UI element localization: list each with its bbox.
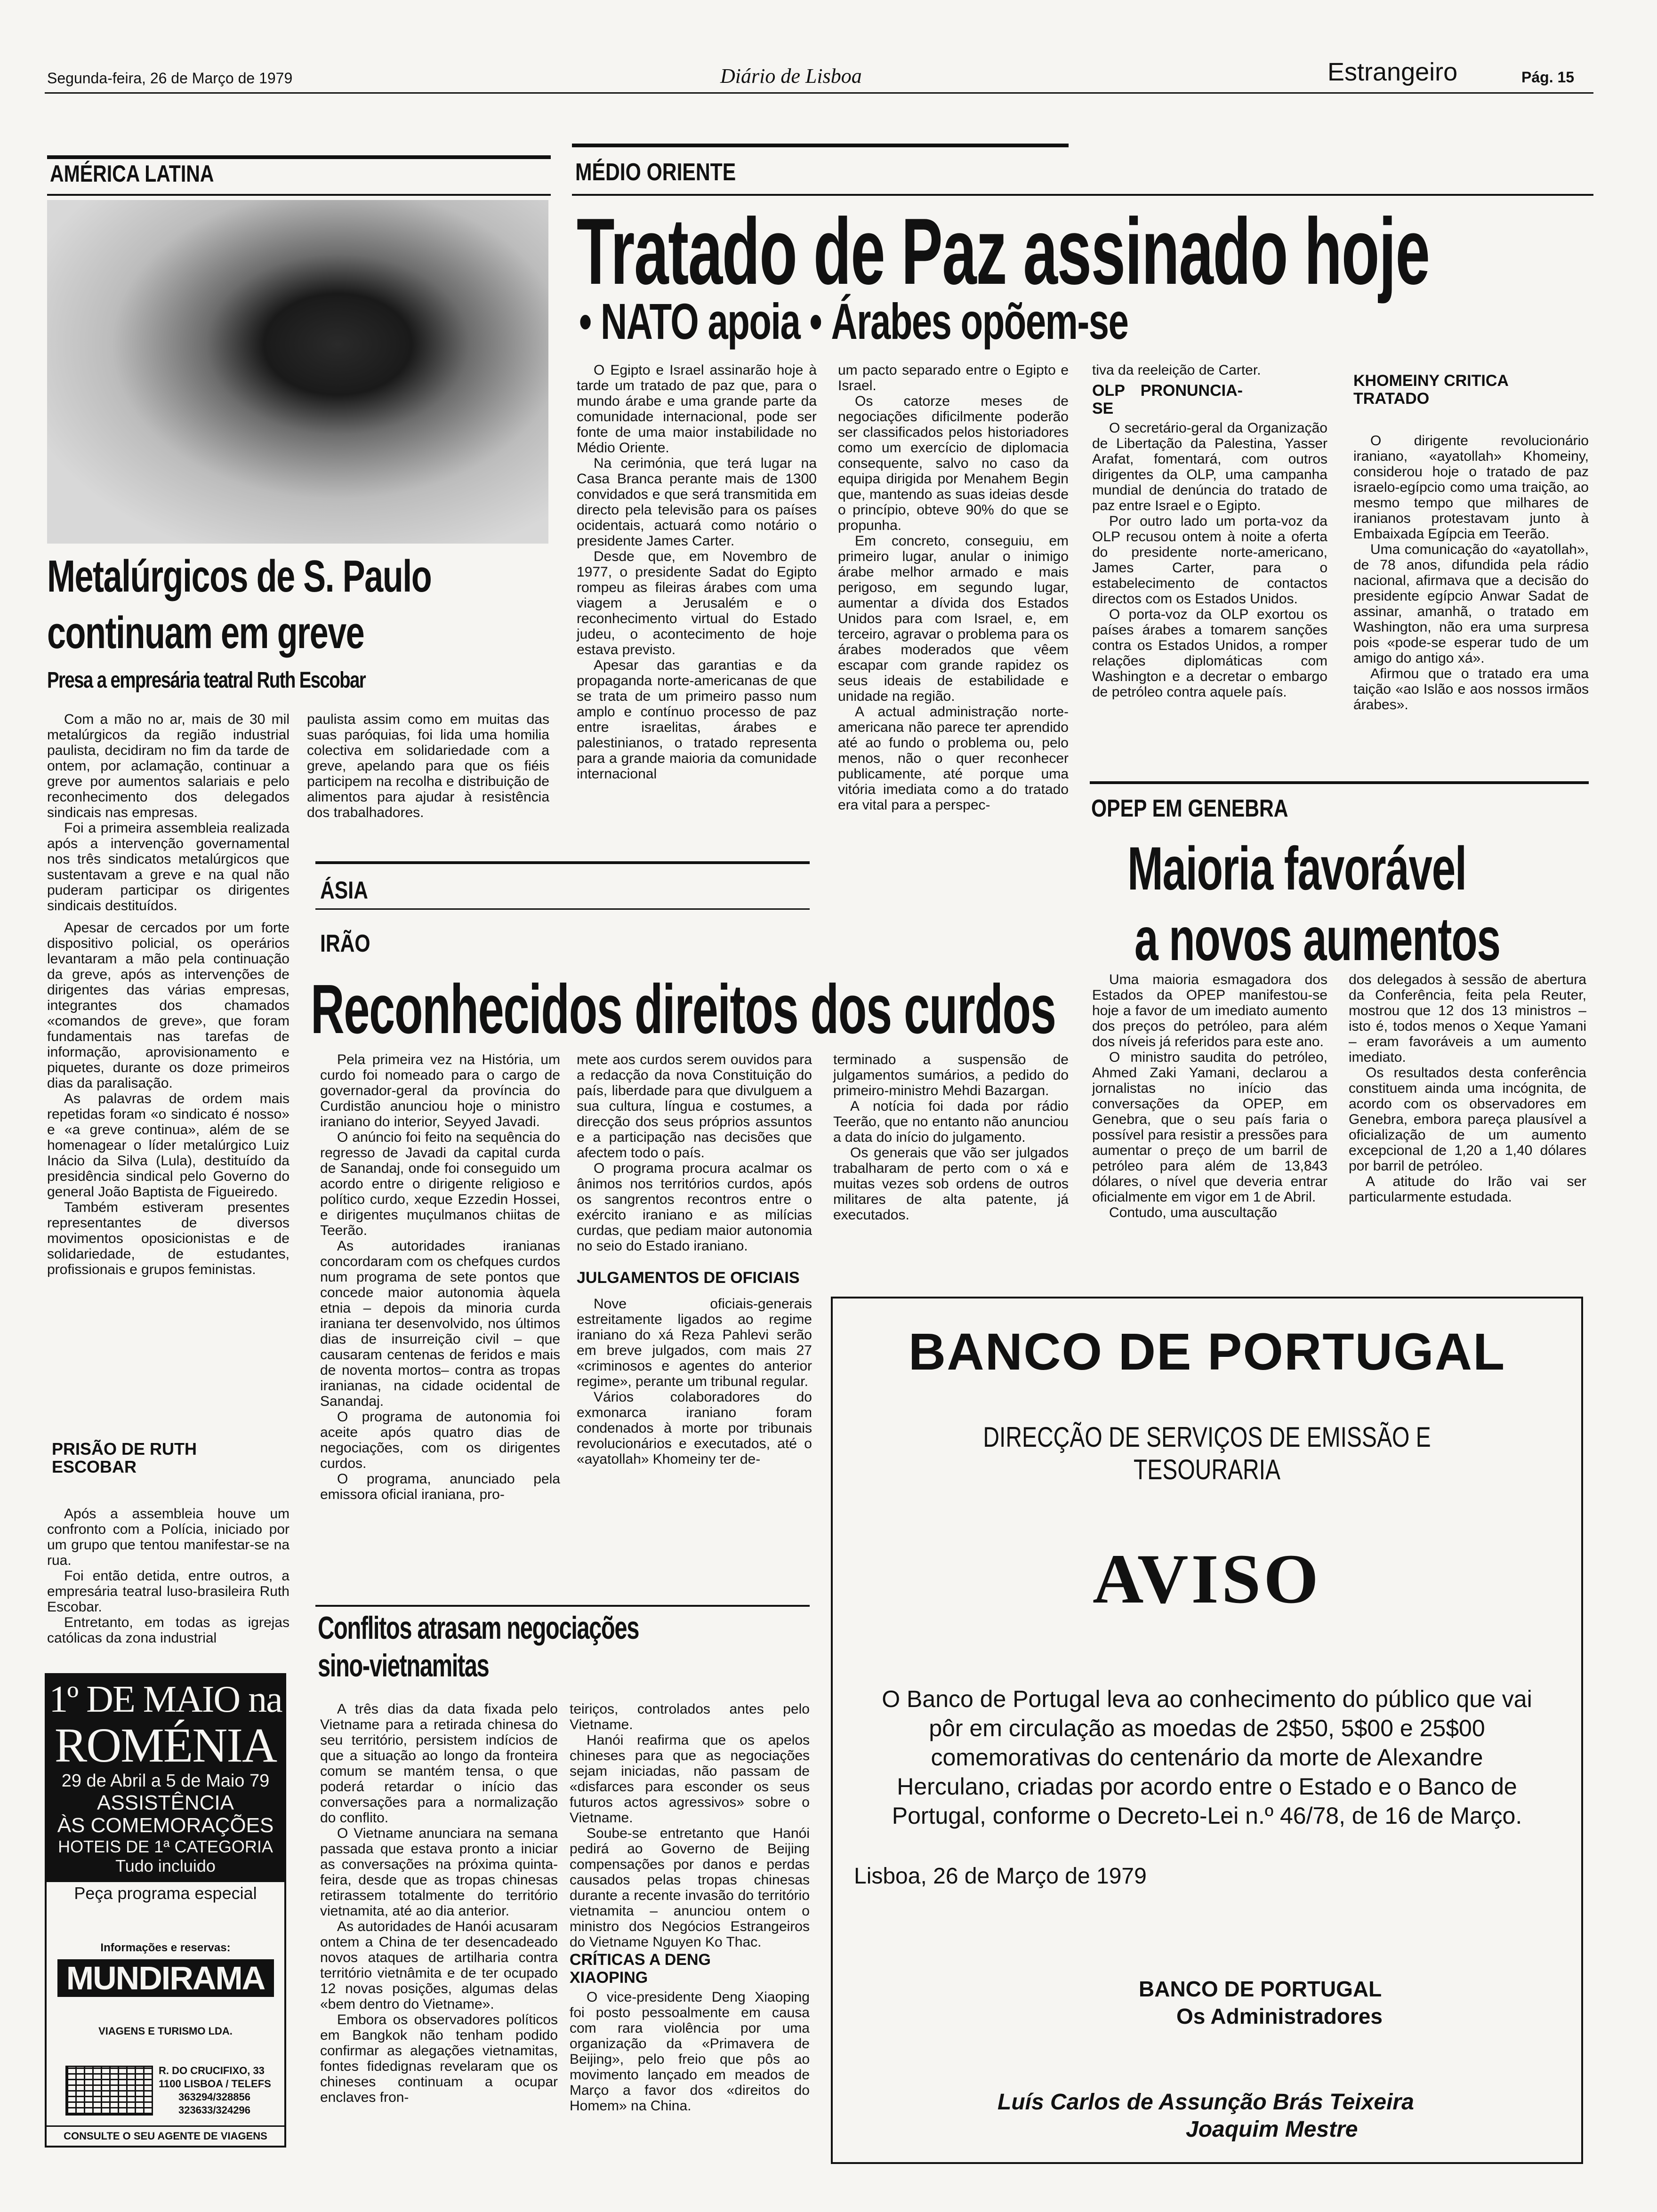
- ad-line-4: ASSISTÊNCIA: [97, 1791, 234, 1814]
- opep-headline-1: Maioria favorável: [1127, 834, 1466, 903]
- paragraph: um pacto separado entre o Egipto e Israel.: [838, 362, 1069, 393]
- paragraph: O vice-presidente Deng Xiaoping foi posto pessoalmente em causa com rara violência por uma organização da «Primavera de Beijing», pelo freio que pôs ao movimento lançado em meados de Março a favor dos «direitos do Homem» na China.: [570, 1989, 810, 2114]
- masthead-page: Pág. 15: [1521, 69, 1575, 86]
- paragraph: Pela primeira vez na História, um curdo foi nomeado para o cargo de governador-geral da província do Curdistão anunciou hoje o ministro iraniano do interior, Seyyed Javadi.: [320, 1052, 560, 1130]
- paragraph: O secretário-geral da Organização de Libertação da Palestina, Yasser Arafat, fomentará, com outros dirigentes da OLP, uma campanha mundial de denúncia do tratado de paz entre Israel e o Egipto.: [1092, 420, 1327, 513]
- opep-col-1: [1092, 972, 1327, 1220]
- latin-top-rule: [47, 155, 551, 159]
- ad-top-block: [47, 1675, 284, 1882]
- paragraph: Foi a primeira assembleia realizada após a intervenção governamental nos três sindicatos metalúrgicos que sustentavam a greve e na qual não puderam participar os dirigentes sindicais destituídos.: [47, 820, 290, 914]
- masthead-rule: [45, 92, 1593, 94]
- ad-footer: CONSULTE O SEU AGENTE DE VIAGENS: [47, 2125, 284, 2146]
- paragraph: teiriços, controlados antes pelo Vietname.: [570, 1701, 810, 1732]
- latin-col-2: [307, 712, 549, 820]
- ad-addr2: 1100 LISBOA / TELEFS: [159, 2078, 271, 2090]
- banco-signature-2: Os Administradores: [1176, 2004, 1383, 2028]
- ad-tel1: 363294/328856: [178, 2091, 250, 2103]
- paragraph: O ministro saudita do petróleo, Ahmed Zaki Yamani, declarou a jornalistas no início das conversações da OPEP, em Genebra, que o seu país faria o possível para resistir a pressões para aumentar o preço de um barril de petróleo para além de 13,843 dólares, o nível que deveria entrar oficialmente em vigor em 1 de Abril.: [1092, 1050, 1327, 1205]
- ad-line-6: HOTEIS DE 1ª CATEGORIA: [58, 1837, 273, 1856]
- paragraph: tiva da reeleição de Carter.: [1092, 362, 1261, 378]
- olp-subhead: OLP PRONUNCIA-SE: [1092, 382, 1243, 417]
- ad-addr1: R. DO CRUCIFIXO, 33: [159, 2065, 265, 2076]
- paragraph: As palavras de ordem mais repetidas foram «o sindicato é nosso» e «a greve continua», além de se homenagear o líder metalúrgico Luiz Inácio da Silva (Lula), destituído da presidência sindical pelo Governo do general João Baptista de Figueiredo.: [47, 1091, 290, 1200]
- opep-section-label: OPEP EM GENEBRA: [1091, 795, 1288, 822]
- asia-col-3: [833, 1052, 1069, 1223]
- medio-col-1: [577, 362, 817, 782]
- paragraph: Entretanto, em todas as igrejas católicas da zona industrial: [47, 1615, 290, 1646]
- masthead-paper: Diário de Lisboa: [720, 64, 862, 88]
- opep-top-rule: [1090, 781, 1589, 784]
- asia-col-1: [320, 1052, 560, 1502]
- paragraph: Por outro lado um porta-voz da OLP recusou ontem à noite a oferta do presidente norte-americano, James Carter, para o estabelecimento de contactos directos com os Estados Unidos.: [1092, 513, 1327, 607]
- ad-line-2: ROMÉNIA: [54, 1718, 277, 1772]
- romenia-ad: [45, 1673, 286, 2148]
- sino-headline-2: sino-vietnamitas: [318, 1648, 489, 1683]
- ad-globe-icon: [65, 2066, 153, 2116]
- mundirama-logo: MUNDIRAMA: [57, 1959, 274, 1997]
- paragraph: Afirmou que o tratado era uma taição «ao Islão e aos nossos irmãos árabes».: [1353, 666, 1589, 713]
- asia-headline: Reconhecidos direitos dos curdos: [311, 970, 1056, 1048]
- paragraph: O porta-voz da OLP exortou os países árabes a tomarem sanções contra os Estados Unidos, a romper relações diplomáticas com Washington e a decretar o embargo de petróleo contra aquele país.: [1092, 607, 1327, 700]
- paragraph: Foi então detida, entre outros, a empresária teatral luso-brasileira Ruth Escobar.: [47, 1568, 290, 1615]
- paragraph: A notícia foi dada por rádio Teerão, que no entanto não anunciou a data do início do julgamento.: [833, 1098, 1069, 1145]
- banco-name-1: Luís Carlos de Assunção Brás Teixeira: [997, 2090, 1414, 2115]
- medio-col-3: [1092, 362, 1327, 700]
- paragraph: Uma comunicação do «ayatollah», de 78 anos, difundida pela rádio nacional, afirmava que a decisão do presidente egípcio Anwar Sadat de assinar, amanhã, o tratado em Washington, não era uma surpresa pois «pode-se esperar tudo de um amigo do antigo xá».: [1353, 542, 1589, 666]
- paragraph: O dirigente revolucionário iraniano, «ayatollah» Khomeiny, considerou hoje o tratado de paz israelo-egípcio como uma traição, ao mesmo tempo que milhares de iranianos protestavam junto à Embaixada Egípcia em Teerão.: [1353, 433, 1589, 542]
- medio-col-4: [1353, 433, 1589, 713]
- latin-col-1b: [47, 1506, 290, 1646]
- paragraph: Apesar de cercados por um forte dispositivo policial, os operários levantaram a mão pela continuação da greve, após as intervenções de dirigentes das várias empresas, integrantes dos chamados «comandos de greve», que foram fundamentais nas tarefas de informação, aprovisionamento e piquetes, durante os doze primeiros dias da paralisação.: [47, 920, 290, 1091]
- latin-headline-2: continuam em greve: [47, 608, 364, 658]
- sino-headline-1: Conflitos atrasam negociações: [318, 1610, 639, 1646]
- paragraph: A actual administração norte-americana não parece ter aprendido até ao fundo o problema ou, pelo menos, não o quer reconhecer publicamente, até porque uma vitória imediata como a do tratado era vital para a perspec-: [838, 704, 1069, 813]
- ad-tel2: 323633/324296: [178, 2104, 250, 2116]
- paragraph: O programa, anunciado pela emissora oficial iraniana, pro-: [320, 1471, 560, 1502]
- ruth-escobar-photo: [47, 200, 548, 544]
- masthead-date: Segunda-feira, 26 de Março de 1979: [47, 70, 293, 87]
- latin-headline-1: Metalúrgicos de S. Paulo: [47, 551, 432, 601]
- paragraph: Soube-se entretanto que Hanói pedirá ao Governo de Beijing compensações por danos e perdas causados pelas tropas chinesas durante a recente invasão do território vietnamita – anunciou ontem o ministro dos Negócios Estrangeiros do Vietname Nguyen Ko Thac.: [570, 1826, 810, 1950]
- latin-col-1: [47, 712, 290, 1277]
- paragraph: Contudo, uma auscultação: [1109, 1205, 1277, 1220]
- paragraph: Nove oficiais-generais estreitamente ligados ao regime iraniano do xá Reza Pahlevi serão em breve julgados, com mais 27 «criminosos e agentes do anterior regime», perante um tribunal regular.: [577, 1296, 812, 1389]
- opep-headline-2: a novos aumentos: [1134, 905, 1500, 973]
- paragraph: Também estiveram presentes representantes de diversos movimentos oposicionistas e de solidariedade, de estudantes, profissionais e grupos feministas.: [47, 1200, 290, 1277]
- masthead-section: Estrangeiro: [1327, 58, 1458, 86]
- ad-line-5: ÀS COMEMORAÇÕES: [57, 1814, 274, 1837]
- latin-deck: Presa a empresária teatral Ruth Escobar: [47, 668, 366, 693]
- ad-line-8: Peça programa especial: [74, 1883, 257, 1903]
- latin-label-rule: [47, 194, 551, 196]
- paragraph: O programa procura acalmar os ânimos nos territórios curdos, após os sangrentos recontros entre o exército iraniano e as milícias curdas, que pediam maior autonomia no seio do Estado iraniano.: [577, 1161, 812, 1254]
- banco-signature-1: BANCO DE PORTUGAL: [1139, 1977, 1382, 2001]
- sino-top-rule: [315, 1605, 810, 1607]
- banco-aviso: AVISO: [1093, 1540, 1321, 1618]
- banco-dept: DIRECÇÃO DE SERVIÇOS DE EMISSÃO E TESOURARIA: [983, 1421, 1431, 1485]
- paragraph: Em concreto, conseguiu, em primeiro lugar, anular o inimigo árabe melhor armado e mais perigoso, em segundo lugar, aumentar a dívida dos Estados Unidos para com Israel, e, em terceiro, agravar o problema para os árabes moderados que vêem escapar com grande rapidez os seus ideais de estabilidade e unidade na região.: [838, 533, 1069, 704]
- criticas-subhead: CRÍTICAS A DENG XIAOPING: [570, 1951, 711, 1987]
- paragraph: Apesar das garantias e da propaganda norte-americanas de que se trata de um primeiro passo num amplo e contínuo processo de paz entre israelitas, árabes e palestinianos, o tratado representa para a grande maioria da comunidade internacional: [577, 657, 817, 782]
- banco-notice: [831, 1297, 1583, 2164]
- paragraph: O programa de autonomia foi aceite após quatro dias de negociações, com os dirigentes curdos.: [320, 1409, 560, 1471]
- medio-section-label: MÉDIO ORIENTE: [575, 159, 736, 186]
- paragraph: A atitude do Irão vai ser particularmente estudada.: [1349, 1174, 1586, 1205]
- medio-headline: Tratado de Paz assinado hoje: [577, 199, 1430, 304]
- paragraph: O Egipto e Israel assinarão hoje à tarde um tratado de paz que, para o mundo árabe e uma grande parte da comunidade internacional, pode ser fonte de uma maior instabilidade no Médio Oriente.: [577, 362, 817, 456]
- sino-col-1: [320, 1701, 558, 2105]
- latin-subhead: PRISÃO DE RUTH ESCOBAR: [52, 1439, 197, 1476]
- opep-col-2: [1349, 972, 1586, 1205]
- julgamentos-subhead: JULGAMENTOS DE OFICIAIS: [577, 1269, 800, 1287]
- banco-name-2: Joaquim Mestre: [1186, 2117, 1358, 2142]
- paragraph: Com a mão no ar, mais de 30 mil metalúrgicos da região industrial paulista, decidiram no fim da tarde de ontem, por aclamação, continuar a greve por aumentos salariais e pelo reconhecimento dos delegados sindicais nas empresas.: [47, 712, 290, 820]
- asia-col-2: [577, 1052, 812, 1467]
- ad-info: Informações e reservas:: [100, 1941, 231, 1954]
- paragraph: Os catorze meses de negociações dificilmente poderão ser classificados pelos historiadores como um exercício de diplomacia consequente, salvo no caso da equipa dirigida por Menahem Begin que, mantendo as suas ideias desde o princípio, obteve 90% do que se propunha.: [838, 393, 1069, 533]
- medio-top-rule: [572, 144, 1069, 147]
- paragraph: Os generais que vão ser julgados trabalharam de perto com o xá e muitas vezes sob ordens de outros militares de alta patente, já executados.: [833, 1145, 1069, 1223]
- medio-label-rule: [572, 194, 1593, 196]
- paragraph: As autoridades iranianas concordaram com os chefques curdos num programa de sete pontos que concede maior autonomia àquela etnia – depois da minoria curda iraniana ter desenvolvido, nos últimos dias de insurreição civil – que causaram centenas de feridos e mais de noventa mortos– contra as tropas iranianas, na cidade ocidental de Sanandaj.: [320, 1238, 560, 1409]
- latin-section-label: AMÉRICA LATINA: [50, 160, 214, 187]
- paragraph: Desde que, em Novembro de 1977, o presidente Sadat do Egipto rompeu as fileiras árabes com uma viagem a Jerusalém e o reconhecimento virtual do Estado judeu, o acontecimento de hoje estava previsto.: [577, 549, 817, 657]
- banco-title: BANCO DE PORTUGAL: [908, 1323, 1506, 1381]
- banco-place-date: Lisboa, 26 de Março de 1979: [854, 1864, 1147, 1889]
- paragraph: paulista assim como em muitas das suas paróquias, foi lida uma homilia colectiva em solidariedade com a greve, apelando para que os fiéis participem na recolha e distribuição de alimentos para ajudar à resistência dos trabalhadores.: [307, 712, 549, 820]
- khomeiny-subhead: KHOMEINY CRITICA TRATADO: [1353, 372, 1508, 408]
- ad-line-3: 29 de Abril a 5 de Maio 79: [61, 1771, 270, 1791]
- asia-label-rule: [315, 908, 810, 910]
- asia-section-label: ÁSIA: [320, 877, 368, 904]
- ad-line-7: Tudo incluido: [115, 1856, 216, 1875]
- paragraph: terminado a suspensão de julgamentos sumários, a pedido do primeiro-ministro Mehdi Bazargan.: [833, 1052, 1069, 1098]
- paragraph: As autoridades de Hanói acusaram ontem a China de ter desencadeado novos ataques de artilharia contra território vietnâmita e de ter ocupado 12 novas posições, algumas delas «bem dentro do Vietname».: [320, 1919, 558, 2012]
- ad-line-1: 1º DE MAIO na: [49, 1679, 282, 1720]
- paragraph: A três dias da data fixada pelo Vietname para a retirada chinesa do seu território, persistem indícios de que a situação ao longo da fronteira comum se mantém tensa, o que poderá retardar o início das conversações para a normalização do conflito.: [320, 1701, 558, 1826]
- paragraph: O Vietname anunciara na semana passada que estava pronto a iniciar as conversações na próxima quinta-feira, desde que as tropas chinesas retirassem totalmente do território vietnamita, até ao dia anterior.: [320, 1826, 558, 1919]
- paragraph: Uma maioria esmagadora dos Estados da OPEP manifestou-se hoje a favor de um imediato aumento dos preços do petróleo, para além dos níveis já referidos para este ano.: [1092, 972, 1327, 1050]
- paragraph: Hanói reafirma que os apelos chineses para que as negociações sejam iniciadas, não passam de «disfarces para esconder os seus futuros actos agressivos» sobre o Vietname.: [570, 1732, 810, 1826]
- ad-agency: VIAGENS E TURISMO LDA.: [98, 2025, 233, 2037]
- paragraph: dos delegados à sessão de abertura da Conferência, feita pela Reuter, mostrou que 12 dos 13 ministros – isto é, todos menos o Xeque Yamani – eram favoráveis a um aumento imediato.: [1349, 972, 1586, 1065]
- paragraph: Vários colaboradores do exmonarca iraniano foram condenados à morte por tribunais revolucionários e executados, até o «ayatollah» Khomeiny ter de-: [577, 1389, 812, 1467]
- paragraph: Os resultados desta conferência constituem ainda uma incógnita, de acordo com os observadores em Genebra, embora pareça plausível a oficialização de um aumento excepcional de 1,20 a 1,40 dólares por barril de petróleo.: [1349, 1065, 1586, 1174]
- paragraph: mete aos curdos serem ouvidos para a redacção da nova Constituição do país, liberdade para que divulguem a sua cultura, língua e costumes, a direcção dos seus próprios assuntos e a participação nas decisões que afectem todo o país.: [577, 1052, 812, 1161]
- irao-section-label: IRÃO: [320, 930, 370, 957]
- paragraph: O anúncio foi feito na sequência do regresso de Javadi da capital curda de Sanandaj, onde foi conseguido um acordo entre o dirigente religioso e político curdo, xeque Ezzedin Hossei, e dirigentes muçulmanos chiitas de Teerão.: [320, 1130, 560, 1238]
- sino-col-2: [570, 1701, 810, 2114]
- medio-subheadline: • NATO apoia • Árabes opõem-se: [579, 293, 1128, 350]
- banco-body: O Banco de Portugal leva ao conhecimento do público que vai pôr em circulação as moedas de 2$50, 5$00 e 25$00 comemorativas do centenário da morte de Alexandre Herculano, criadas por acordo entre o Estado e o Banco de Portugal, conforme o Decreto-Lei n.º 46/78, de 16 de Março.: [882, 1686, 1532, 1829]
- paragraph: Após a assembleia houve um confronto com a Polícia, iniciado por um grupo que tentou manifestar-se na rua.: [47, 1506, 290, 1568]
- paragraph: Embora os observadores políticos em Bangkok não tenham podido confirmar as alegações vietnamitas, fontes fidedignas revelaram que os chineses continuam a ocupar enclaves fron-: [320, 2012, 558, 2105]
- medio-col-2: [838, 362, 1069, 813]
- asia-top-rule: [315, 861, 810, 864]
- paragraph: Na cerimónia, que terá lugar na Casa Branca perante mais de 1300 convidados e que será transmitida em directo pela televisão para os países ocidentais, actuará como notário o presidente James Carter.: [577, 456, 817, 549]
